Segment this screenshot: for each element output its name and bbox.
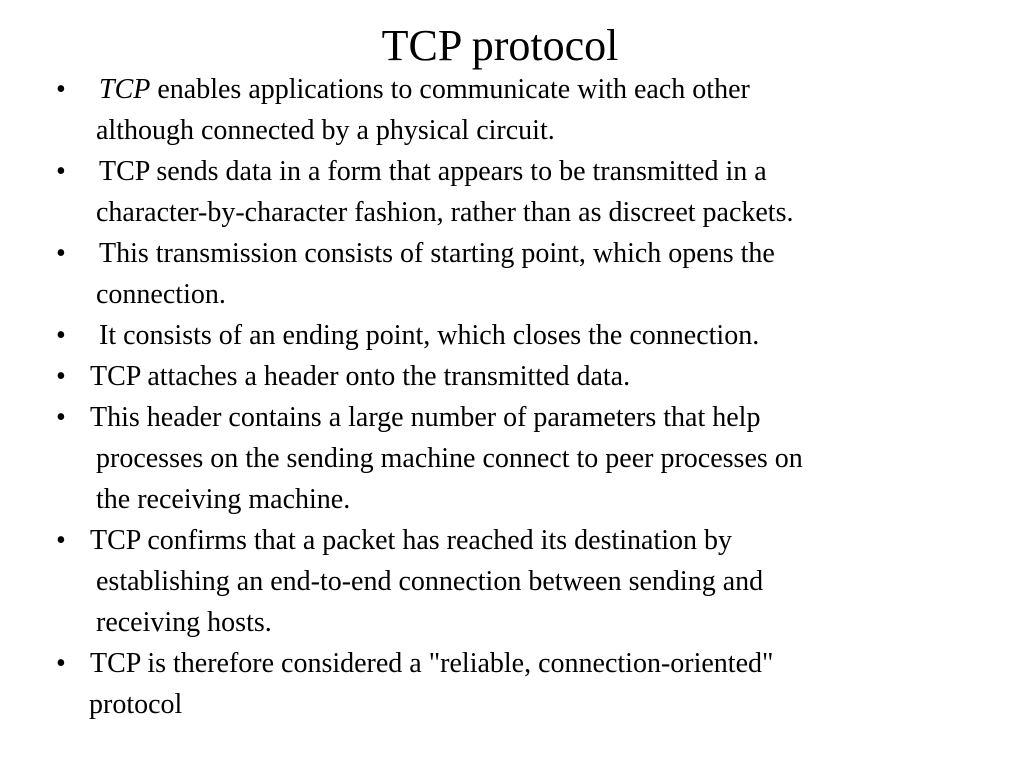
slide-title: TCP protocol [381,21,619,70]
bullet-line: This header contains a large number of parameters that help [90,402,761,433]
bullet-line: character-by-character fashion, rather than as discreet packets. [96,197,794,228]
bullet-icon: • [56,402,66,433]
bullet-line: TCP sends data in a form that appears to be transmitted in a [99,156,767,187]
bullet-line: TCP is therefore considered a "reliable, connection-oriented" [90,648,774,679]
bullet-line: processes on the sending machine connect to peer processes on [96,443,803,474]
bullet-item [56,315,976,356]
bullet-line: establishing an end-to-end connection between sending and [96,566,764,597]
bullet-line: TCP attaches a header onto the transmitted data. [90,361,631,392]
bullet-line: protocol [89,689,183,720]
bullet-item [56,520,976,643]
italic-term: TCP [99,74,151,105]
bullet-icon: • [56,525,66,556]
bullet-text: enables applications to communicate with each other [150,74,750,105]
bullet-line: This transmission consists of starting point, which opens the [99,238,775,269]
bullet-line: TCP confirms that a packet has reached its destination by [90,525,733,556]
bullet-item [56,397,976,520]
bullet-line: although connected by a physical circuit. [96,115,555,146]
bullet-icon: • [56,74,66,105]
bullet-item [56,69,976,151]
bullet-item [56,151,976,233]
bullet-line: receiving hosts. [96,607,272,638]
bullet-list [56,69,976,725]
bullet-line [56,69,976,110]
bullet-line: connection. [96,279,226,310]
bullet-icon: • [56,156,66,187]
bullet-item [56,356,976,397]
bullet-item [56,233,976,315]
bullet-icon: • [56,361,66,392]
bullet-item [56,643,976,725]
bullet-icon: • [56,648,66,679]
bullet-icon: • [56,238,66,269]
bullet-line: It consists of an ending point, which closes the connection. [99,320,760,351]
bullet-line: the receiving machine. [96,484,351,515]
bullet-icon: • [56,320,66,351]
